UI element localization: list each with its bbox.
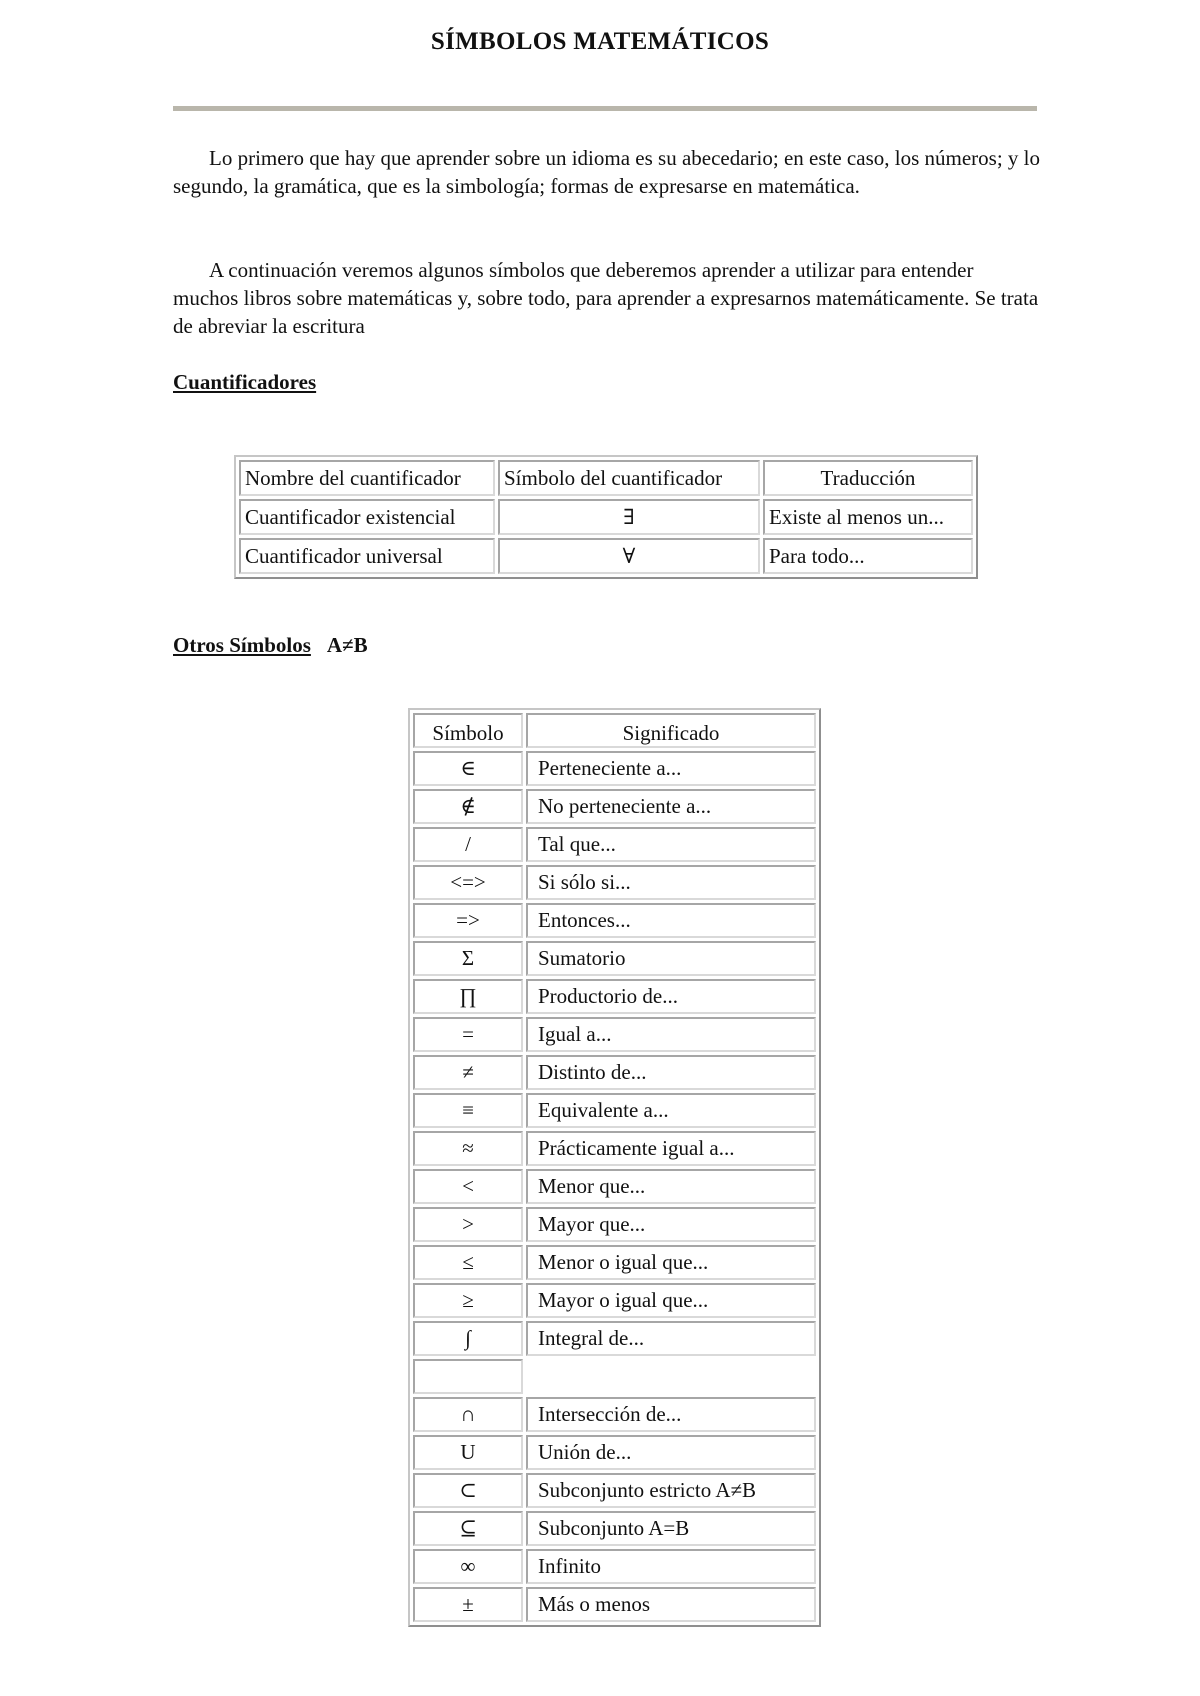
horizontal-rule [173, 106, 1037, 111]
symbols-table [408, 708, 821, 1627]
table-row [413, 1473, 816, 1508]
table-row [413, 865, 816, 900]
table-row [413, 827, 816, 862]
table-row [239, 499, 973, 535]
meaning-cell: No perteneciente a... [526, 789, 816, 824]
table-row [413, 1321, 816, 1356]
other-symbols-heading [173, 633, 368, 658]
symbol-cell [413, 1359, 523, 1394]
meaning-cell: Mayor o igual que... [526, 1283, 816, 1318]
meaning-cell: Integral de... [526, 1321, 816, 1356]
symbol-cell: ∞ [413, 1549, 523, 1584]
meaning-cell: Si sólo si... [526, 865, 816, 900]
symbol-cell: ≠ [413, 1055, 523, 1090]
page-title: SÍMBOLOS MATEMÁTICOS [430, 28, 770, 55]
table-row [413, 979, 816, 1014]
quantifiers-table [234, 455, 978, 579]
other-symbols-heading-extra: A≠B [326, 633, 368, 657]
table-row [239, 538, 973, 574]
symbol-cell: ∩ [413, 1397, 523, 1432]
table-row [413, 941, 816, 976]
symbol-cell: ± [413, 1587, 523, 1622]
table-row [413, 751, 816, 786]
quantifier-symbol: ∃ [498, 499, 760, 535]
quantifier-translation: Existe al menos un... [763, 499, 973, 535]
table-row [413, 1131, 816, 1166]
table-row [413, 1587, 816, 1622]
symbols-header-row [413, 713, 816, 748]
quantifier-symbol: ∀ [498, 538, 760, 574]
meaning-cell: Productorio de... [526, 979, 816, 1014]
symbol-cell: ⊂ [413, 1473, 523, 1508]
table-row [413, 1245, 816, 1280]
table-row [413, 903, 816, 938]
quantifiers-heading [173, 370, 316, 395]
symbols-header-symbol: Símbolo [413, 713, 523, 748]
table-row [413, 1511, 816, 1546]
meaning-cell: Sumatorio [526, 941, 816, 976]
meaning-cell: Subconjunto A=B [526, 1511, 816, 1546]
meaning-cell: Tal que... [526, 827, 816, 862]
symbol-cell: ∉ [413, 789, 523, 824]
quantifiers-header-translation: Traducción [763, 460, 973, 496]
other-symbols-heading-text: Otros Símbolos [173, 633, 311, 657]
meaning-cell: Intersección de... [526, 1397, 816, 1432]
meaning-cell: Entonces... [526, 903, 816, 938]
table-row [413, 1283, 816, 1318]
symbol-cell: Σ [413, 941, 523, 976]
meaning-cell: Mayor que... [526, 1207, 816, 1242]
table-row [413, 1093, 816, 1128]
intro-paragraph-2 [173, 256, 1043, 340]
meaning-cell: Prácticamente igual a... [526, 1131, 816, 1166]
symbol-cell: > [413, 1207, 523, 1242]
meaning-cell: Perteneciente a... [526, 751, 816, 786]
table-row [413, 1397, 816, 1432]
meaning-cell [526, 1359, 816, 1394]
table-row [413, 789, 816, 824]
quantifier-name: Cuantificador existencial [239, 499, 495, 535]
meaning-cell: Subconjunto estricto A≠B [526, 1473, 816, 1508]
symbol-cell: => [413, 903, 523, 938]
meaning-cell: Equivalente a... [526, 1093, 816, 1128]
table-row [413, 1017, 816, 1052]
meaning-cell: Menor o igual que... [526, 1245, 816, 1280]
table-row [413, 1359, 816, 1394]
intro-paragraph-1-text: Lo primero que hay que aprender sobre un idioma es su abecedario; en este caso, los números; y lo segundo, la gramática, que es la simbología; formas de expresarse en matemática. [173, 146, 1040, 198]
table-row [413, 1549, 816, 1584]
quantifiers-header-symbol: Símbolo del cuantificador [498, 460, 760, 496]
intro-paragraph-1 [173, 144, 1043, 200]
symbol-cell: ≥ [413, 1283, 523, 1318]
symbol-cell: ∫ [413, 1321, 523, 1356]
meaning-cell: Igual a... [526, 1017, 816, 1052]
symbol-cell: < [413, 1169, 523, 1204]
meaning-cell: Unión de... [526, 1435, 816, 1470]
table-row [413, 1435, 816, 1470]
quantifier-name: Cuantificador universal [239, 538, 495, 574]
symbol-cell: <=> [413, 865, 523, 900]
table-row [413, 1169, 816, 1204]
meaning-cell: Distinto de... [526, 1055, 816, 1090]
symbol-cell: ≡ [413, 1093, 523, 1128]
symbol-cell: ≈ [413, 1131, 523, 1166]
quantifier-translation: Para todo... [763, 538, 973, 574]
intro-paragraph-2-text: A continuación veremos algunos símbolos que deberemos aprender a utilizar para entender muchos libros sobre matemáticas y, sobre todo, para aprender a expresarnos matemáticamente. Se trata de abreviar la escritura [173, 258, 1039, 338]
symbol-cell: = [413, 1017, 523, 1052]
quantifiers-heading-text: Cuantificadores [173, 370, 317, 394]
meaning-cell: Menor que... [526, 1169, 816, 1204]
symbol-cell: ∏ [413, 979, 523, 1014]
symbol-cell: ⊆ [413, 1511, 523, 1546]
symbol-cell: U [413, 1435, 523, 1470]
quantifiers-header-row [239, 460, 973, 496]
quantifiers-header-name: Nombre del cuantificador [239, 460, 495, 496]
symbol-cell: ≤ [413, 1245, 523, 1280]
table-row [413, 1055, 816, 1090]
symbol-cell: / [413, 827, 523, 862]
symbol-cell: ∈ [413, 751, 523, 786]
symbols-header-meaning: Significado [526, 713, 816, 748]
meaning-cell: Infinito [526, 1549, 816, 1584]
table-row [413, 1207, 816, 1242]
meaning-cell: Más o menos [526, 1587, 816, 1622]
